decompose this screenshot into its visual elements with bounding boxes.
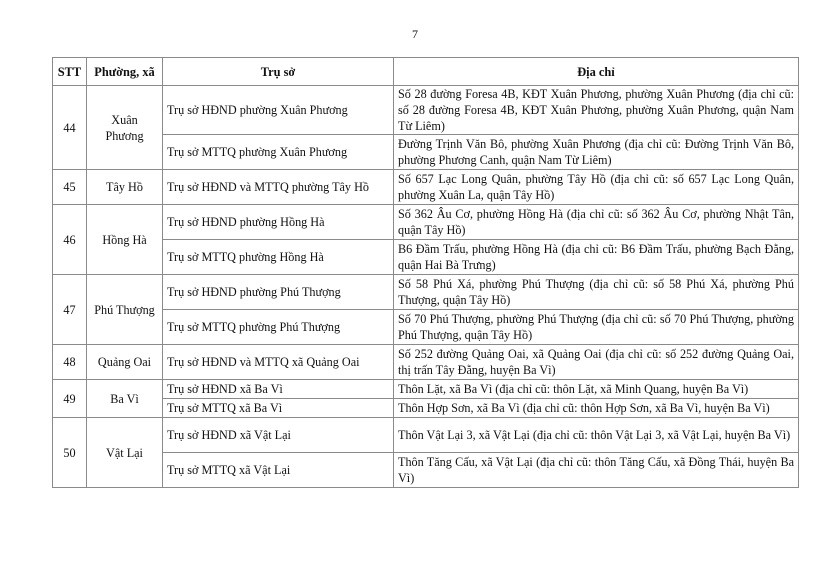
row-stt: 46 — [53, 205, 87, 275]
row-address: Thôn Lặt, xã Ba Vì (địa chỉ cũ: thôn Lặt, xã Minh Quang, huyện Ba Vì) — [394, 380, 799, 399]
row-ward: Quảng Oai — [87, 345, 163, 380]
row-address: B6 Đầm Trấu, phường Hồng Hà (địa chỉ cũ: B6 Đầm Trấu, phường Bạch Đằng, quận Hai Bà Trưng) — [394, 240, 799, 275]
row-stt: 50 — [53, 418, 87, 488]
row-headquarters: Trụ sở HĐND phường Xuân Phương — [163, 86, 394, 135]
row-ward: Vật Lại — [87, 418, 163, 488]
row-ward: Xuân Phương — [87, 86, 163, 170]
row-ward: Ba Vì — [87, 380, 163, 418]
row-stt: 48 — [53, 345, 87, 380]
row-ward: Tây Hồ — [87, 170, 163, 205]
row-headquarters: Trụ sở HĐND và MTTQ phường Tây Hồ — [163, 170, 394, 205]
row-headquarters: Trụ sở HĐND phường Phú Thượng — [163, 275, 394, 310]
table-row — [53, 345, 799, 380]
row-headquarters: Trụ sở MTTQ xã Vật Lại — [163, 453, 394, 488]
row-address: Số 657 Lạc Long Quân, phường Tây Hồ (địa chỉ cũ: số 657 Lạc Long Quân, phường Xuân La, quận Tây Hồ) — [394, 170, 799, 205]
row-ward: Phú Thượng — [87, 275, 163, 345]
row-headquarters: Trụ sở HĐND và MTTQ xã Quảng Oai — [163, 345, 394, 380]
table-row — [53, 399, 799, 418]
headquarters-table — [52, 57, 799, 488]
table-row — [53, 310, 799, 345]
row-address: Số 362 Âu Cơ, phường Hồng Hà (địa chỉ cũ: số 362 Âu Cơ, phường Nhật Tân, quận Tây Hồ) — [394, 205, 799, 240]
row-ward: Hồng Hà — [87, 205, 163, 275]
row-address: Đường Trịnh Văn Bô, phường Xuân Phương (địa chỉ cũ: Đường Trịnh Văn Bô, phường Phương Canh, quận Nam Từ Liêm) — [394, 135, 799, 170]
table-row — [53, 240, 799, 275]
header-stt: STT — [53, 58, 87, 86]
row-address: Số 28 đường Foresa 4B, KĐT Xuân Phương, phường Xuân Phương (địa chỉ cũ: số 28 đường Foresa 4B, KĐT Xuân Phương, phường Xuân Phương, quận Nam Từ Liêm) — [394, 86, 799, 135]
table-row — [53, 86, 799, 135]
row-headquarters: Trụ sở HĐND xã Ba Vì — [163, 380, 394, 399]
row-stt: 47 — [53, 275, 87, 345]
row-address: Thôn Tăng Cấu, xã Vật Lại (địa chỉ cũ: thôn Tăng Cấu, xã Đồng Thái, huyện Ba Vì) — [394, 453, 799, 488]
row-address: Thôn Vật Lại 3, xã Vật Lại (địa chỉ cũ: thôn Vật Lại 3, xã Vật Lại, huyện Ba Vì) — [394, 418, 799, 453]
row-stt: 49 — [53, 380, 87, 418]
table-row — [53, 453, 799, 488]
header-ward: Phường, xã — [87, 58, 163, 86]
table-row — [53, 170, 799, 205]
table-row — [53, 418, 799, 453]
row-headquarters: Trụ sở MTTQ xã Ba Vì — [163, 399, 394, 418]
row-headquarters: Trụ sở MTTQ phường Xuân Phương — [163, 135, 394, 170]
row-address: Số 252 đường Quảng Oai, xã Quảng Oai (địa chỉ cũ: số 252 đường Quảng Oai, thị trấn Tây Đằng, huyện Ba Vì) — [394, 345, 799, 380]
row-stt: 45 — [53, 170, 87, 205]
page-number: 7 — [412, 27, 418, 41]
table-row — [53, 205, 799, 240]
row-headquarters: Trụ sở HĐND phường Hồng Hà — [163, 205, 394, 240]
table-row — [53, 380, 799, 399]
row-headquarters: Trụ sở HĐND xã Vật Lại — [163, 418, 394, 453]
table-header-row — [53, 58, 799, 86]
row-headquarters: Trụ sở MTTQ phường Hồng Hà — [163, 240, 394, 275]
table-row — [53, 135, 799, 170]
header-address: Địa chỉ — [394, 58, 799, 86]
row-address: Thôn Hợp Sơn, xã Ba Vì (địa chỉ cũ: thôn Hợp Sơn, xã Ba Vì, huyện Ba Vì) — [394, 399, 799, 418]
table-row — [53, 275, 799, 310]
row-headquarters: Trụ sở MTTQ phường Phú Thượng — [163, 310, 394, 345]
row-address: Số 70 Phú Thượng, phường Phú Thượng (địa chỉ cũ: số 70 Phú Thượng, phường Phú Thượng, quận Tây Hồ) — [394, 310, 799, 345]
row-address: Số 58 Phú Xá, phường Phú Thượng (địa chỉ cũ: số 58 Phú Xá, phường Phú Thượng, quận Tây Hồ) — [394, 275, 799, 310]
row-stt: 44 — [53, 86, 87, 170]
header-headquarters: Trụ sở — [163, 58, 394, 86]
